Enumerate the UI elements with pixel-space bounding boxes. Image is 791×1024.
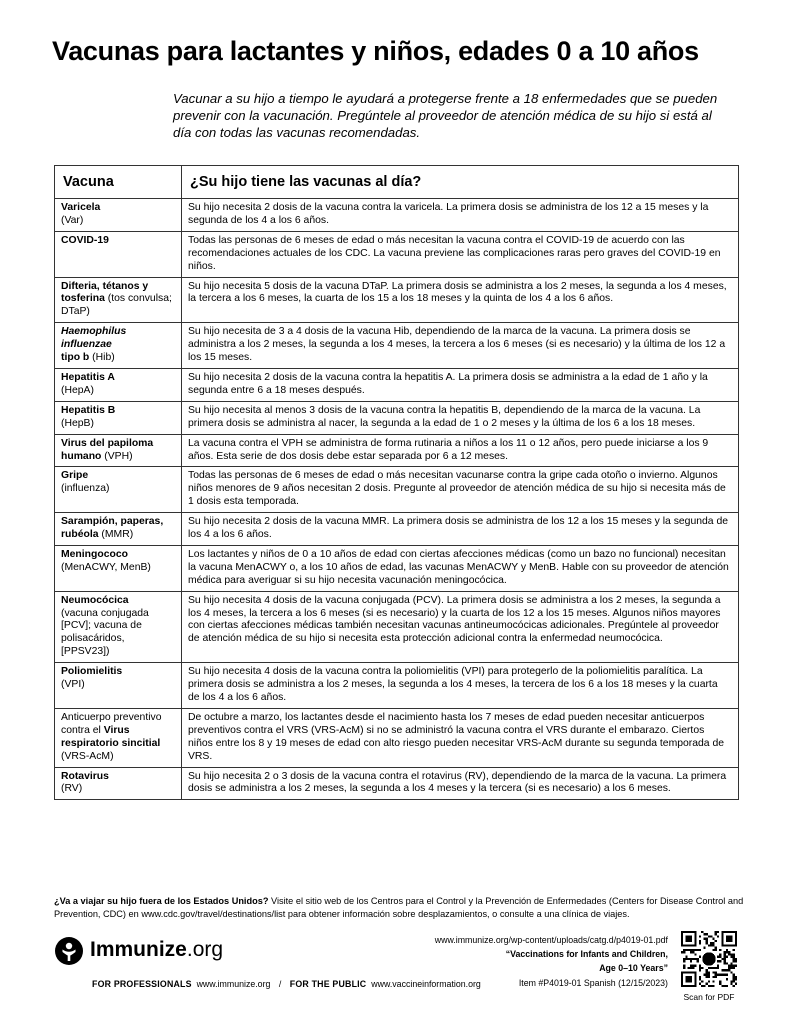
table-row — [55, 368, 739, 401]
vaccine-table-body — [55, 199, 739, 800]
travel-text: Visite el sitio web de los Centros para el Control y la Prevención de Enfermedades (Centers for Disease Control and Prevention, CDC) en www.cdc.gov/travel/destinations/list para obtener información sobre desplazamientos, o consulte a una clínica de viajes. — [54, 896, 744, 919]
table-header-row — [55, 166, 739, 199]
public-link[interactable]: www.vaccineinformation.org — [371, 979, 481, 989]
vaccine-name-cell: Sarampión, paperas, rubéola (MMR) — [55, 513, 182, 546]
table-row — [55, 323, 739, 369]
qr-caption: Scan for PDF — [683, 992, 735, 1002]
pro-label: FOR PROFESSIONALS — [92, 979, 192, 989]
vaccine-table — [54, 165, 739, 800]
travel-question: ¿Va a viajar su hijo fuera de los Estados Unidos? — [54, 896, 269, 906]
intro-text: Vacunar a su hijo a tiempo le ayudará a protegerse frente a 18 enfermedades que se pueden prevenir con la vacunación. Pregúntele al proveedor de atención médica de su hijo si está al día con todas las vacunas recomendadas. — [173, 91, 718, 140]
vaccine-schedule-cell: Su hijo necesita 4 dosis de la vacuna contra la poliomielitis (VPI) para protegerlo de la poliomielitis paralítica. La primera dosis se administra a los 2 meses, la segunda a los 4 meses, la tercera de los 6 a los 18 meses y la cuarta de los 4 a los 6 años. — [182, 663, 739, 709]
vaccine-name-cell: Hepatitis A (HepA) — [55, 368, 182, 401]
vaccine-schedule-cell: Su hijo necesita 5 dosis de la vacuna DTaP. La primera dosis se administra a los 2 meses, la segunda a los 4 meses, la tercera a los 6 meses, la cuarta de los 15 a los 18 meses y la quinta de los 4 a los 6 años. — [182, 277, 739, 323]
vaccine-name-cell: COVID-19 — [55, 231, 182, 277]
vaccine-schedule-cell: Su hijo necesita 2 o 3 dosis de la vacuna contra el rotavirus (RV), dependiendo de la marca de la vacuna. La primera dosis se administra a los 2 meses, la segunda a los 4 meses y la tercera (si es necesario) a los 6 meses. — [182, 767, 739, 800]
vaccine-name-cell: Hepatitis B (HepB) — [55, 401, 182, 434]
vaccine-name-cell: Haemophilus influenzae tipo b (Hib) — [55, 323, 182, 369]
travel-note — [54, 895, 744, 920]
immunize-logo-icon — [54, 936, 84, 966]
public-label: FOR THE PUBLIC — [289, 979, 367, 989]
footer-separator: / — [278, 979, 282, 989]
vaccine-schedule-cell: Los lactantes y niños de 0 a 10 años de edad con ciertas afecciones médicas (como un bazo no funcional) necesitan la vacuna MenACWY o, a los 10 años de edad, las vacunas MenACWY y MenB. Hable con su proveedor de atención médica para averiguar si su hijo necesita vacunación meningocócica. — [182, 545, 739, 591]
logo-main: Immunize — [90, 938, 187, 961]
doc-title-line-2: Age 0–10 Years” — [599, 963, 668, 974]
table-row — [55, 467, 739, 513]
logo-wordmark — [90, 938, 223, 962]
table-row — [55, 401, 739, 434]
vaccine-schedule-cell: Su hijo necesita de 3 a 4 dosis de la vacuna Hib, dependiendo de la marca de la vacuna. La primera dosis se administra a los 2 meses, la segunda a los 4 meses, la tercera a los 6 meses (si es necesario) y la última de los 12 a los 15 meses. — [182, 323, 739, 369]
document-info — [380, 933, 668, 990]
table-row — [55, 708, 739, 767]
vaccine-schedule-cell: De octubre a marzo, los lactantes desde el nacimiento hasta los 7 meses de edad pueden necesitar anticuerpos preventivos contra el VRS (VRS-AcM) si no se administró la vacuna contra el VRS durante el embarazo. Ciertos niños entre los 8 y 19 meses de edad con alto riesgo pueden necesitar VRS-AcM durante su segunda temporada de VRS. — [182, 708, 739, 767]
vaccine-name-cell: Gripe (influenza) — [55, 467, 182, 513]
table-row — [55, 231, 739, 277]
vaccine-name-cell: Meningococo (MenACWY, MenB) — [55, 545, 182, 591]
doc-title-line-1: “Vaccinations for Infants and Children, — [505, 949, 668, 960]
column-header-status: ¿Su hijo tiene las vacunas al día? — [182, 166, 739, 199]
table-row — [55, 591, 739, 663]
vaccine-name-cell: Virus del papiloma humano (VPH) — [55, 434, 182, 467]
vaccine-name-cell: Anticuerpo preventivo contra el Virus respiratorio sincitial (VRS-AcM) — [55, 708, 182, 767]
table-row — [55, 277, 739, 323]
vaccine-schedule-cell: Todas las personas de 6 meses de edad o más necesitan la vacuna contra el COVID-19 de acuerdo con las recomendaciones actuales de los CDC. La vacuna previene las complicaciones raras pero graves del COVID-19 en niños. — [182, 231, 739, 277]
logo-suffix: .org — [186, 938, 224, 961]
item-number: Item #P4019-01 Spanish (12/15/2023) — [518, 977, 668, 988]
vaccine-schedule-cell: La vacuna contra el VPH se administra de forma rutinaria a niños a los 11 o 12 años, pero puede iniciarse a los 9 años. Esta serie de dos dosis debe estar separada por 6 a 12 meses. — [182, 434, 739, 467]
table-row — [55, 434, 739, 467]
vaccine-name-cell: Rotavirus (RV) — [55, 767, 182, 800]
vaccine-name-cell: Poliomielitis (VPI) — [55, 663, 182, 709]
vaccine-schedule-cell: Su hijo necesita 4 dosis de la vacuna conjugada (PCV). La primera dosis se administra a los 2 meses, la segunda a los 4 meses, la tercera a los 6 meses (si es necesario) y la cuarta de los 12 a los 15 meses. Algunos niños mayores con ciertas afecciones médicas también necesitan vacunas antineumocócicas adicionales. Pregúntele al proveedor de atención médica de su hijo si necesita esta protección adicional contra la enfermedad neumocócica. — [182, 591, 739, 663]
pdf-link[interactable]: www.immunize.org/wp-content/uploads/catg.d/p4019-01.pdf — [434, 935, 668, 945]
vaccine-schedule-cell: Su hijo necesita 2 dosis de la vacuna MMR. La primera dosis se administra de los 12 a los 15 meses y la segunda de los 4 a los 6 años. — [182, 513, 739, 546]
immunize-logo — [54, 936, 254, 972]
vaccine-schedule-cell: Su hijo necesita 2 dosis de la vacuna contra la hepatitis A. La primera dosis se administra a la edad de 1 año y la segunda entre 6 a 18 meses después. — [182, 368, 739, 401]
table-row — [55, 767, 739, 800]
table-row — [55, 663, 739, 709]
vaccine-schedule-cell: Su hijo necesita 2 dosis de la vacuna contra la varicela. La primera dosis se administra de los 12 a 15 meses y la segunda de los 4 a los 6 años. — [182, 199, 739, 232]
qr-code-icon[interactable] — [681, 931, 737, 987]
table-row — [55, 545, 739, 591]
vaccine-schedule-cell: Su hijo necesita al menos 3 dosis de la vacuna contra la hepatitis B, dependiendo de la marca de la vacuna. La primera dosis se administra al nacer, la segunda a la edad de 1 o 2 meses y la última de los 6 a los 18 meses. — [182, 401, 739, 434]
table-row — [55, 513, 739, 546]
column-header-vaccine: Vacuna — [55, 166, 182, 199]
vaccine-schedule-cell: Todas las personas de 6 meses de edad o más necesitan vacunarse contra la gripe cada otoño o invierno. Algunos niños menores de 9 años necesitan 2 dosis. Pregunte al proveedor de atención médica de su hijo si necesita más de 1 dosis esta temporada. — [182, 467, 739, 513]
vaccine-name-cell: Varicela (Var) — [55, 199, 182, 232]
page-title: Vacunas para lactantes y niños, edades 0 a 10 años — [52, 36, 699, 66]
pro-link[interactable]: www.immunize.org — [196, 979, 271, 989]
table-row — [55, 199, 739, 232]
vaccine-name-cell: Difteria, tétanos y tosferina (tos convulsa; DTaP) — [55, 277, 182, 323]
vaccine-name-cell: Neumocócica (vacuna conjugada [PCV]; vacuna de polisacáridos, [PPSV23]) — [55, 591, 182, 663]
